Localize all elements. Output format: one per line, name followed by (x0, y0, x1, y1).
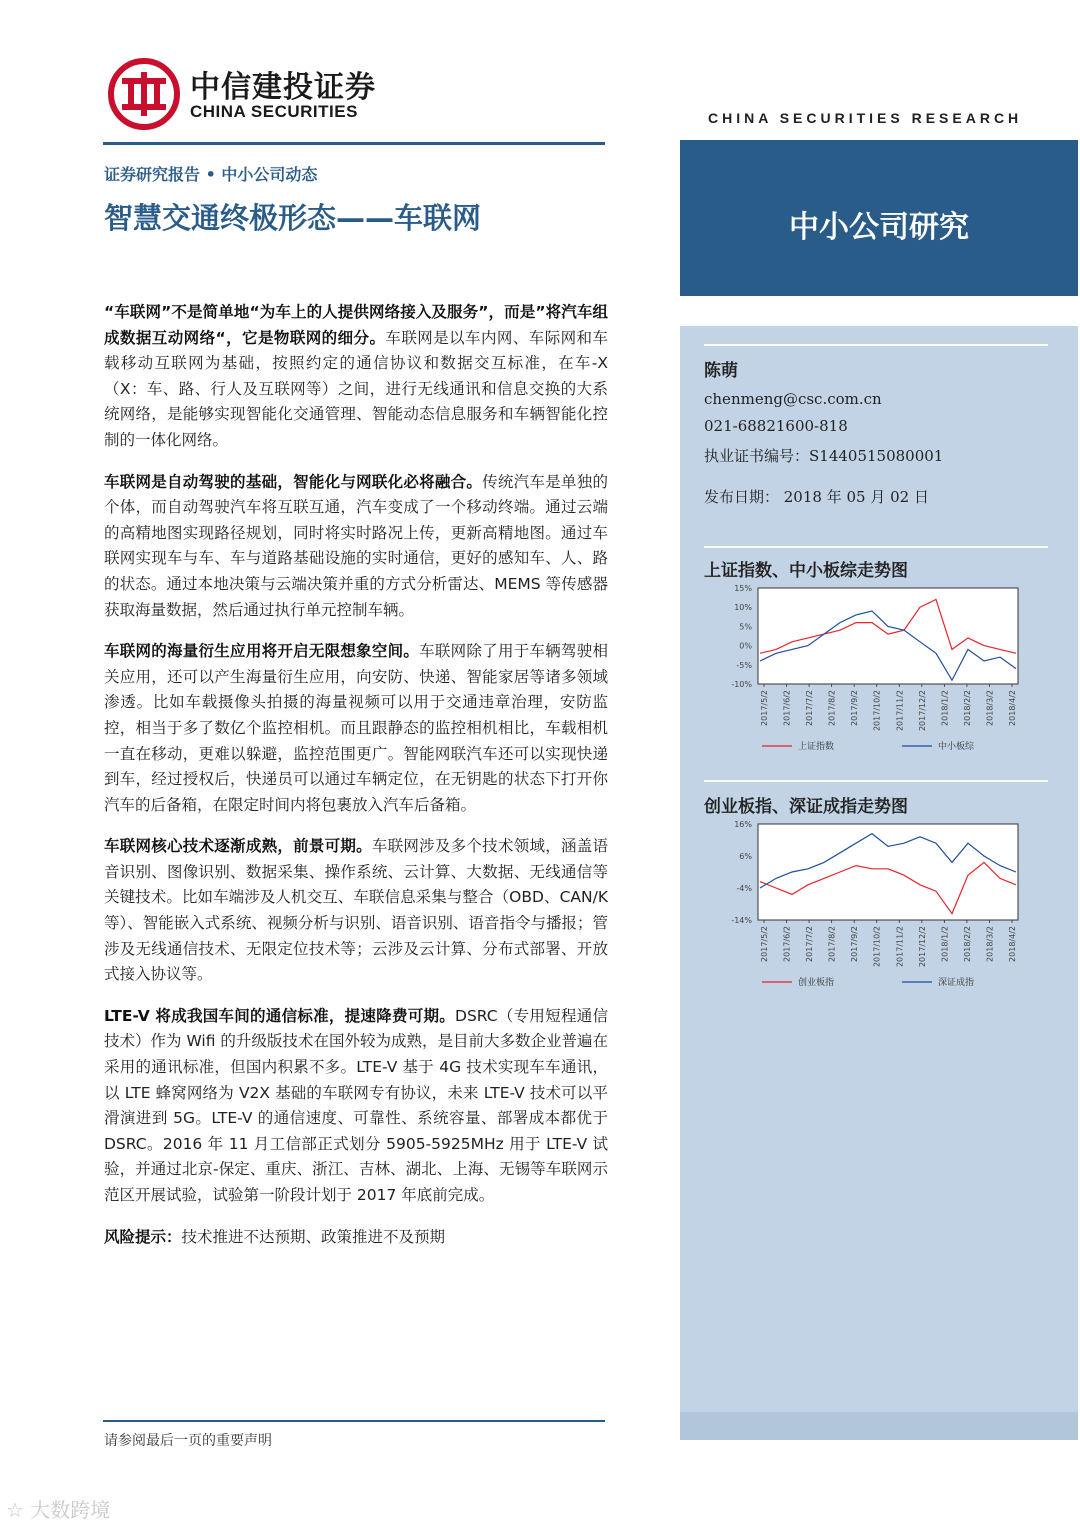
sidebar-footer-band (680, 1412, 1078, 1440)
paragraph (104, 300, 608, 454)
x-tick-label: 2017/10/2 (872, 690, 882, 732)
y-tick-label: 16% (734, 820, 752, 829)
analyst-phone: 021-68821600-818 (704, 417, 848, 435)
x-tick-label: 2017/12/2 (917, 690, 927, 732)
report-body (104, 300, 608, 1266)
x-tick-label: 2017/7/2 (805, 690, 815, 726)
y-tick-label: 6% (739, 852, 752, 861)
x-tick-label: 2017/6/2 (782, 926, 792, 962)
watermark-logo-icon: ☆ (6, 1498, 24, 1522)
paragraph-text: 车联网是以车内网、车际网和车载移动互联网为基础，按照约定的通信协议和数据交互标准，在车-X（X：车、路、行人及互联网等）之间，进行无线通讯和信息交换的大系统网络，是能够实现智能化交通管理、智能动态信息服务和车辆智能化控制的一体化网络。 (104, 328, 608, 449)
y-tick-label: -4% (736, 884, 752, 893)
paragraph (104, 470, 608, 624)
risk-label: 风险提示： (104, 1227, 182, 1246)
publish-date: 发布日期： 2018 年 05 月 02 日 (704, 488, 929, 506)
analyst-license: 执业证书编号：S1440515080001 (704, 447, 944, 465)
x-tick-label: 2017/6/2 (782, 690, 792, 726)
paragraph-text: 车联网涉及多个技术领域，涵盖语音识别、图像识别、数据采集、操作系统、云计算、大数据、无线通信等关键技术。比如车端涉及人机交互、车联信息采集与整合（OBD、CAN/K 等）、智能嵌入式系统、视频分析与识别、语音识别、语音指令与播报；管涉及无线通信技术、无限定位技术等；云涉及云计算、分布式部署、开放式接入协议等。 (104, 837, 608, 984)
logo-chinese-text: 中信建投证券 (190, 70, 376, 105)
report-type: 证券研究报告 • 中小公司动态 (104, 165, 318, 184)
x-tick-label: 2018/1/2 (940, 690, 950, 726)
legend-label: 深证成指 (938, 978, 975, 988)
research-label: CHINA SECURITIES RESEARCH (708, 110, 1023, 126)
chart-1-title: 上证指数、中小板综走势图 (704, 561, 908, 581)
analyst-name: 陈萌 (704, 361, 738, 381)
x-tick-label: 2017/7/2 (805, 926, 815, 962)
x-tick-label: 2017/11/2 (895, 690, 905, 732)
plot-area (758, 588, 1018, 684)
y-tick-label: -14% (731, 916, 752, 925)
paragraph-text: 传统汽车是单独的个体，而自动驾驶汽车将互联互通，汽车变成了一个移动终端。通过云端的高精地图实现路径规划，同时将实时路况上传，更新高精地图。通过车联网实现车与车、车与道路基础设施的实时通信，更好的感知车、人、路的状态。通过本地决策与云端决策并重的方式分析雷达、MEMS 等传感器获取海量数据，然后通过执行单元控制车辆。 (104, 472, 608, 619)
footer-divider (103, 1420, 605, 1422)
x-tick-label: 2018/2/2 (962, 926, 972, 962)
paragraph (104, 639, 608, 818)
header-divider (103, 142, 605, 145)
x-tick-label: 2017/5/2 (760, 926, 769, 962)
paragraph-text: 车联网除了用于车辆驾驶相关应用，还可以产生海量衍生应用，向安防、快递、智能家居等诸多领域渗透。比如车载摄像头拍摄的海量视频可以用于交通违章治理，安防监控，相当于多了数亿个监控相机。而且跟静态的监控相机相比，车载相机一直在移动，更难以躲避，监控范围更广。智能网联汽车还可以实现快递到车，经过授权后，快递员可以通过车辆定位，在无钥匙的状态下打开你汽车的后备箱，在限定时间内将包裹放入汽车后备箱。 (104, 642, 608, 814)
sidebar-divider (704, 780, 1048, 782)
sidebar-divider (704, 546, 1048, 548)
watermark (6, 1494, 110, 1523)
x-tick-label: 2017/10/2 (872, 926, 882, 968)
x-tick-label: 2017/5/2 (760, 690, 769, 726)
sidebar-section-title: 中小公司研究 (789, 210, 969, 245)
y-tick-label: 15% (734, 584, 752, 593)
sidebar-divider (704, 344, 1048, 346)
x-tick-label: 2017/9/2 (850, 690, 860, 726)
x-tick-label: 2018/4/2 (1008, 926, 1017, 962)
china-securities-logo-icon (108, 58, 180, 130)
chart-1-shanghai-sme (704, 580, 1048, 760)
chart-2-chinext-shenzhen (704, 816, 1048, 996)
watermark-text: 大数跨境 (30, 1498, 111, 1522)
y-tick-label: -10% (731, 680, 752, 689)
x-tick-label: 2017/8/2 (827, 926, 837, 962)
y-tick-label: 10% (734, 603, 752, 613)
logo (108, 58, 408, 134)
analyst-email: chenmeng@csc.com.cn (704, 390, 882, 408)
x-tick-label: 2017/9/2 (850, 926, 860, 962)
x-tick-label: 2017/8/2 (827, 690, 837, 726)
paragraph-lead: LTE-V 将成我国车间的通信标准，提速降费可期。 (104, 1006, 456, 1025)
legend-label: 中小板综 (938, 742, 975, 752)
x-tick-label: 2017/12/2 (917, 926, 927, 968)
paragraph-lead: “车联网”不是简单地“为车上的人提供网络接入及服务”，而是”将汽车组成数据互动网络“，它是物联网的细分。 (104, 303, 608, 347)
x-tick-label: 2017/11/2 (895, 926, 905, 968)
legend-label: 上证指数 (798, 742, 835, 752)
legend-label: 创业板指 (798, 978, 835, 988)
x-tick-label: 2018/3/2 (985, 690, 995, 726)
paragraph (104, 1004, 608, 1209)
chart-2-title: 创业板指、深证成指走势图 (704, 797, 908, 817)
y-tick-label: -5% (736, 660, 752, 670)
disclaimer: 请参阅最后一页的重要声明 (104, 1433, 272, 1449)
risk-warning (104, 1225, 608, 1251)
paragraph-lead: 车联网的海量衍生应用将开启无限想象空间。 (104, 642, 420, 661)
paragraph-lead: 车联网是自动驾驶的基础，智能化与网联化必将融合。 (104, 472, 483, 491)
x-tick-label: 2018/2/2 (962, 690, 972, 726)
sidebar-header (680, 140, 1078, 296)
logo-english-text: CHINA SECURITIES (190, 102, 358, 121)
x-tick-label: 2018/4/2 (1008, 690, 1017, 726)
y-tick-label: 0% (739, 641, 752, 651)
x-tick-label: 2018/3/2 (985, 926, 995, 962)
paragraph (104, 834, 608, 988)
risk-text: 技术推进不达预期、政策推进不及预期 (181, 1227, 446, 1246)
paragraph-lead: 车联网核心技术逐渐成熟，前景可期。 (104, 837, 372, 856)
paragraph-text: DSRC（专用短程通信技术）作为 Wifi 的升级版技术在国外较为成熟，是目前大多数企业普遍在采用的通讯标准，但国内积累不多。LTE-V 基于 4G 技术实现车车通讯，以 LTE 蜂窝网络为 V2X 基础的车联网专有协议，未来 LTE-V 技术可以平滑演进到 5G。LTE-V 的通信速度、可靠性、系统容量、部署成本都优于 DSRC。2016 年 11 月工信部正式划分 5905-5925MHz 用于 LTE-V 试验，并通过北京-保定、重庆、浙江、吉林、湖北、上海、无锡等车联网示范区开展试验，试验第一阶段计划于 2017 年底前完成。 (104, 1006, 608, 1204)
y-tick-label: 5% (739, 622, 752, 632)
x-tick-label: 2018/1/2 (940, 926, 950, 962)
page-title: 智慧交通终极形态——车联网 (104, 201, 482, 235)
plot-area (758, 824, 1018, 920)
